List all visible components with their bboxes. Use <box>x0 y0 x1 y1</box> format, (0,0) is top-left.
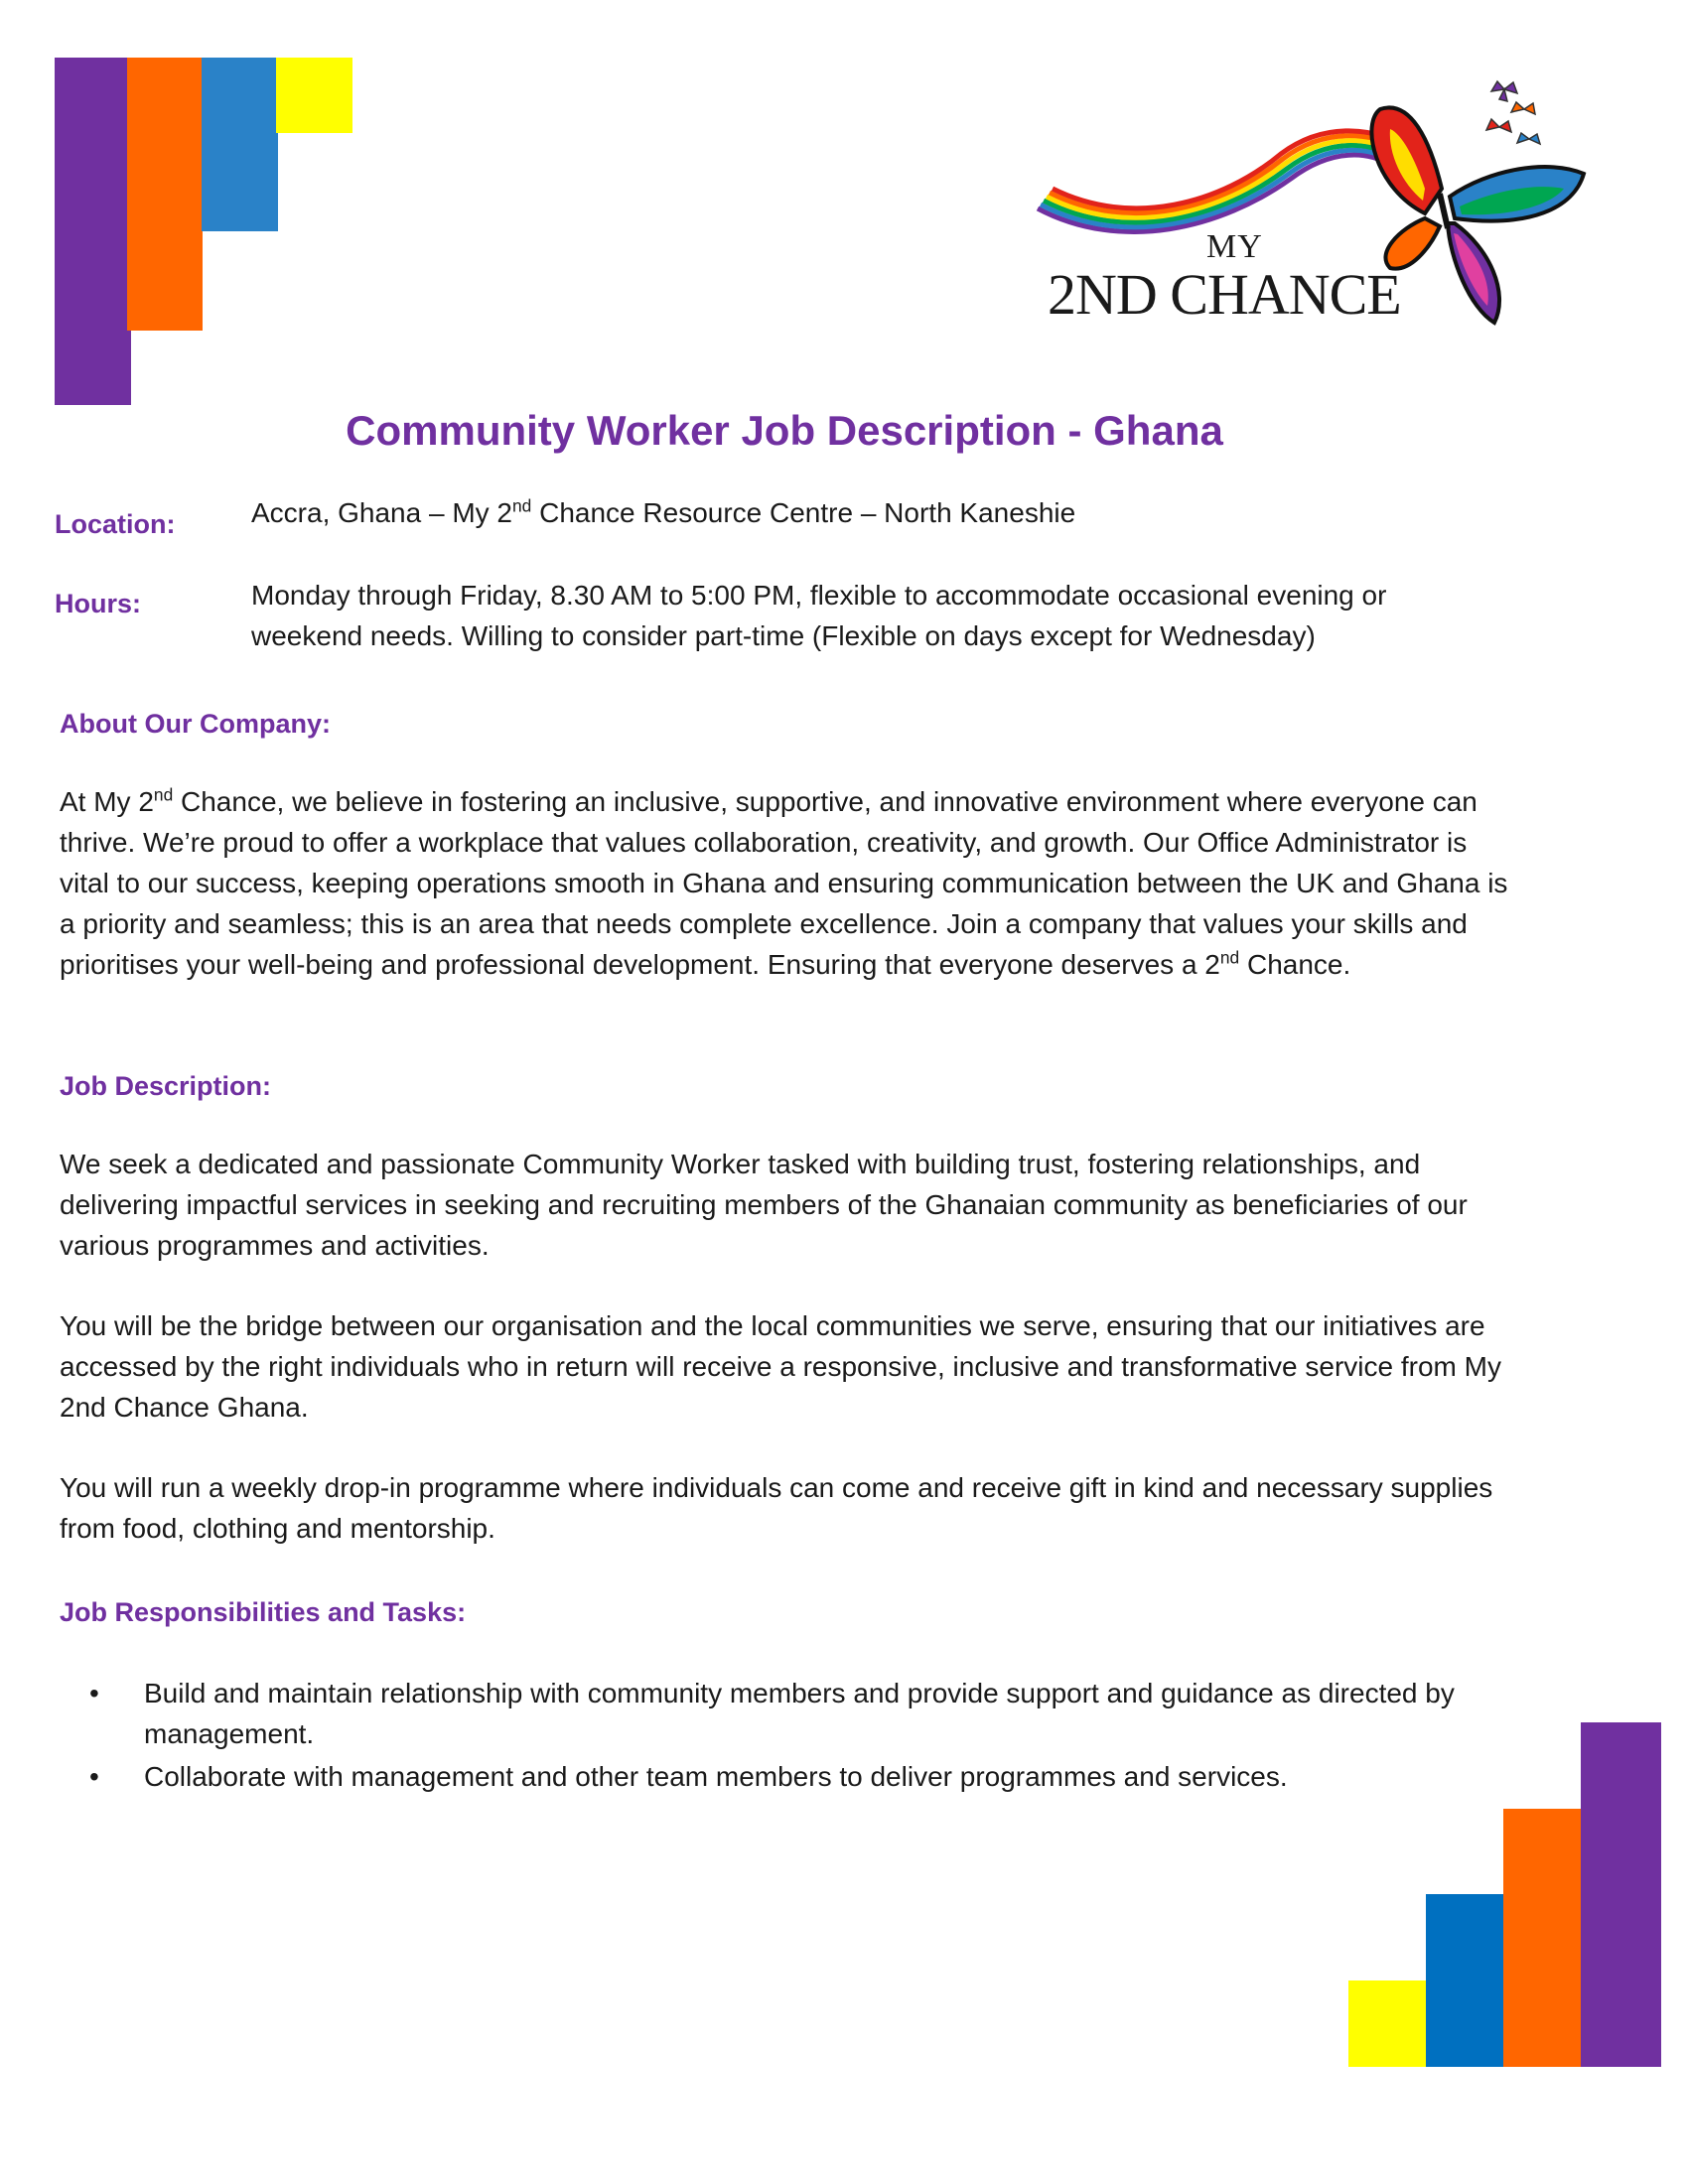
decor-bar-blue-top <box>202 58 278 231</box>
about-text-b: Chance, we believe in fostering an inclusive, supportive, and innovative environment where everyone can thrive. We’re proud to offer a workplace that values collaboration, creativity, and growth. Our Office Administrator is vital to our success, keeping operations smooth in Ghana and ensuring communication between the UK and Ghana is a priority and seamless; this is an area that needs complete excellence. Join a company that values your skills and prioritises your well-being and professional development. Ensuring that everyone deserves a 2 <box>60 786 1508 980</box>
job-description-heading: Job Description: <box>60 1071 272 1101</box>
decor-bar-blue-bottom <box>1426 1894 1505 2067</box>
about-heading: About Our Company: <box>60 709 331 739</box>
about-text-c: Chance. <box>1239 949 1351 980</box>
about-paragraph <box>60 781 1519 985</box>
list-item <box>89 1673 1499 1754</box>
job-description-paragraph-3: You will run a weekly drop-in programme where individuals can come and receive gift in kind and necessary supplies from food, clothing and mentorship. <box>60 1472 1493 1544</box>
about-sup-b: nd <box>1219 947 1240 968</box>
logo-name-text <box>1048 261 1401 328</box>
location-value-b: Chance Resource Centre – North Kaneshie <box>531 497 1076 528</box>
responsibilities-heading: Job Responsibilities and Tasks: <box>60 1597 467 1627</box>
logo-my-text: MY <box>1206 228 1263 265</box>
bullet-icon: • <box>89 1761 99 1792</box>
hours-value: Monday through Friday, 8.30 AM to 5:00 PM, flexible to accommodate occasional evening or weekend needs. Willing to consider part-time (Flexible on days except for Wednesday) <box>251 580 1387 651</box>
decor-bar-yellow-top <box>276 58 352 133</box>
decor-bar-orange-bottom <box>1503 1809 1583 2067</box>
bullet-icon: • <box>89 1678 99 1708</box>
location-label: Location: <box>55 509 176 539</box>
about-sup-a: nd <box>153 784 174 805</box>
decor-bar-purple-bottom <box>1581 1722 1661 2067</box>
logo-name-suffix: ND CHANCE <box>1075 262 1401 327</box>
location-value-sup: nd <box>512 495 532 516</box>
list-item-text: Collaborate with management and other team members to deliver programmes and services. <box>144 1761 1288 1792</box>
list-item-text: Build and maintain relationship with community members and provide support and guidance as directed by management. <box>144 1678 1455 1749</box>
page-title: Community Worker Job Description - Ghana <box>346 407 1223 454</box>
about-text-a: At My 2 <box>60 786 154 817</box>
job-description-paragraph-2: You will be the bridge between our organisation and the local communities we serve, ensuring that our initiatives are accessed by the right individuals who in return will receive a responsive, inclusive and transformative service from My 2nd Chance Ghana. <box>60 1310 1501 1423</box>
list-item <box>89 1756 1499 1797</box>
location-value <box>251 492 1542 533</box>
decor-bar-purple-top <box>55 58 131 405</box>
location-value-a: Accra, Ghana – My 2 <box>251 497 513 528</box>
job-description-paragraph-1: We seek a dedicated and passionate Community Worker tasked with building trust, fostering relationships, and delivering impactful services in seeking and recruiting members of the Ghanaian community as beneficiaries of our various programmes and activities. <box>60 1149 1468 1261</box>
logo-name-prefix: 2 <box>1048 262 1075 327</box>
hours-label: Hours: <box>55 589 141 618</box>
company-logo <box>1033 79 1589 338</box>
decor-bar-yellow-bottom <box>1348 1980 1428 2067</box>
decor-bar-orange-top <box>127 58 203 331</box>
responsibilities-list <box>89 1673 1499 1799</box>
